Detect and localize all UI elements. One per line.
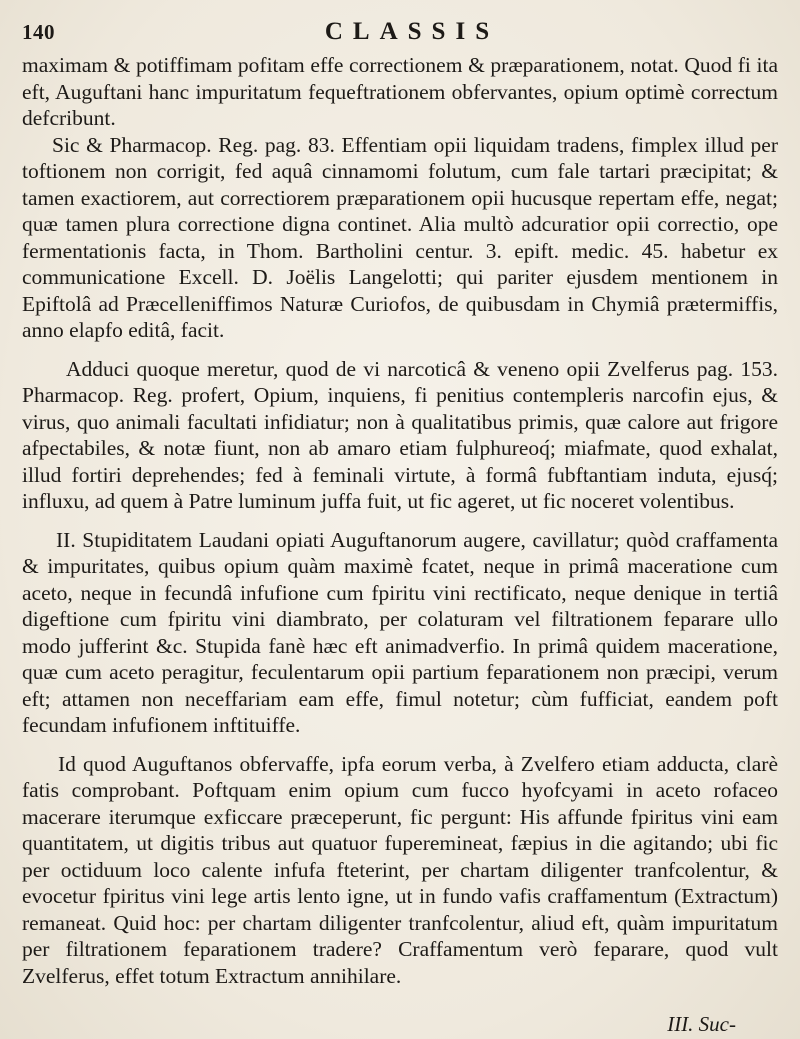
catchword: III. Suc- (667, 1012, 736, 1036)
body-text (22, 52, 778, 989)
page-number: 140 (22, 20, 55, 44)
paragraph-2: Sic & Pharmacop. Reg. pag. 83. Effentiam opii liquidam tradens, fimplex illud per toftionem non corrigit, fed aquâ cinnamomi folutum, cum fale tartari præcipitat; & tamen exactiorem, aut correctiorem præparationem opii hucusque repertam effe, negat; quæ tamen plura correctione digna continet. Alia multò adcuratior opii correctio, ope fermentationis facta, in Thom. Bartholini centur. 3. epift. medic. 45. habetur ex communicatione Excell. D. Joëlis Langelotti; qui pariter ejusdem mentionem in Epiftolâ ad Præcelleniffimos Naturæ Curiofos, de quibusdam in Chymiâ prætermiffis, anno elapfo editâ, facit. (22, 132, 778, 342)
paragraph-3: Adduci quoque meretur, quod de vi narcoticâ & veneno opii Zvelferus pag. 153. Pharmacop. Reg. profert, Opium, inquiens, fi penitius contempleris narcofin ejus, & virus, quo animali facultati infidiatur; non à qualitatibus primis, quæ calore aut frigore afpectabiles, & notæ fiunt, non ab amaro etiam fulphureoq́; miafmate, quod exhalat, illud fortiri deprehendes; fed à feminali virtute, à formâ fubftantiam induta, ejusq́; influxu, ad quem à Patre luminum juffa fuit, ut fic ageret, ut fic noceret volentibus. (22, 356, 778, 513)
page-header (22, 14, 762, 48)
paragraph-1: maximam & potiffimam pofitam effe correctionem & præparationem, notat. Quod fi ita eft, Auguftani hanc impuritatum fequeftrationem obfervantes, opium optimè correctum defcribunt. (22, 53, 778, 130)
paragraph-5: Id quod Auguftanos obfervaffe, ipfa eorum verba, à Zvelfero etiam adducta, clarè fatis comprobant. Poftquam enim opium cum fucco hyofcyami in aceto rofaceo macerare iterumque exficcare præceperunt, fic pergunt: His affunde fpiritus vini eam quantitatem, ut digitis tribus aut quatuor fuperemineat, fæpius in die agitando; ubi fic per octiduum loco calente infufa fteterint, per chartam diligenter tranfcolentur, & evocetur fpiritus vini lege artis lento igne, ut in fundo vafis craffamentum (Extractum) remaneat. Quid hoc: per chartam diligenter tranfcolentur, aliud eft, quàm impuritatum per filtrationem feparationem tradere? Craffamentum verò feparare, quod vult Zvelferus, effet totum Extractum annihilare. (22, 751, 778, 988)
running-title: CLASSIS (324, 18, 500, 45)
paragraph-4: II. Stupiditatem Laudani opiati Auguftanorum augere, cavillatur; quòd craffamenta & impuritates, quibus opium quàm maximè fcatet, neque in primâ maceratione cum aceto, neque in fecundâ infufione cum fpiritu vini rectificato, neque denique in tertiâ digeftione cum fpiritu vini diambrato, per colaturam vel filtrationem feparare ullo modo jufferint &c. Stupida fanè hæc eft animadverfio. In primâ quidem maceratione, quæ cum aceto peragitur, feculentarum opii partium feparationem non præcipi, verum eft; attamen non neceffariam eam effe, fimul notetur; cùm fufficiat, eandem poft fecundam infufionem inftituiffe. (22, 527, 778, 737)
